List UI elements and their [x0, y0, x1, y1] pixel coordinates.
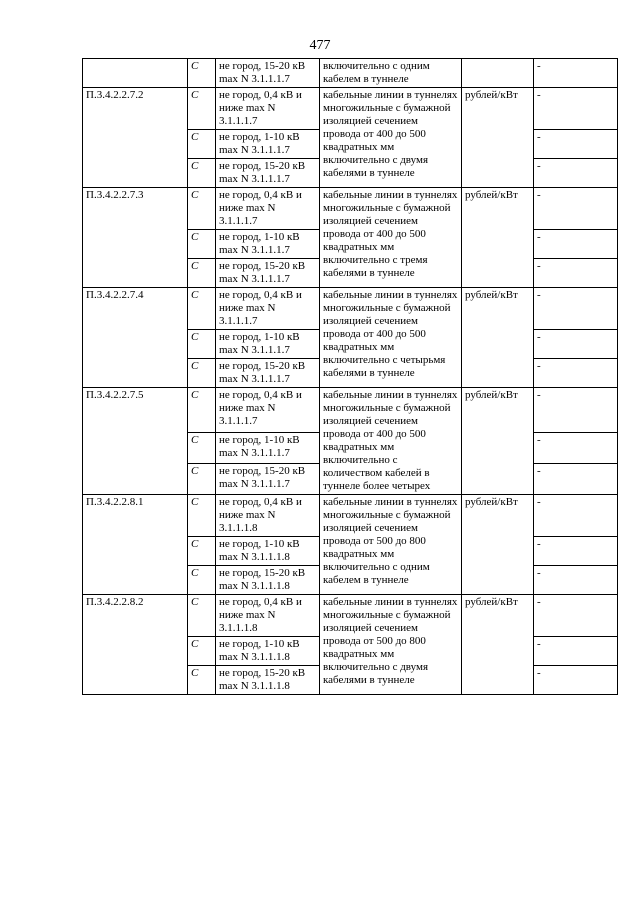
mark-cell: С — [188, 130, 216, 159]
unit-cell: рублей/кВт — [462, 288, 534, 388]
value-cell: - — [534, 566, 618, 595]
code-cell: П.3.4.2.2.7.4 — [83, 288, 188, 388]
tariff-table — [82, 58, 618, 695]
mark-cell: С — [188, 666, 216, 695]
code-cell: П.3.4.2.2.8.2 — [83, 595, 188, 695]
value-cell: - — [534, 495, 618, 537]
unit-cell: рублей/кВт — [462, 595, 534, 695]
value-cell: - — [534, 259, 618, 288]
mark-cell: С — [188, 59, 216, 88]
description-cell: кабельные линии в туннелях многожильные с бумажной изоляцией сечением провода от 400 до 500 квадратных мм включительно с четырьмя кабелями в туннеле — [320, 288, 462, 388]
condition-cell: не город, 15-20 кВ max N 3.1.1.1.7 — [216, 359, 320, 388]
description-cell: кабельные линии в туннелях многожильные с бумажной изоляцией сечением провода от 400 до 500 квадратных мм включительно с количеством кабелей в туннеле более четырех — [320, 388, 462, 495]
condition-cell: не город, 1-10 кВ max N 3.1.1.1.7 — [216, 432, 320, 463]
mark-cell: С — [188, 595, 216, 637]
code-cell: П.3.4.2.2.7.2 — [83, 88, 188, 188]
mark-cell: С — [188, 230, 216, 259]
value-cell: - — [534, 59, 618, 88]
condition-cell: не город, 1-10 кВ max N 3.1.1.1.7 — [216, 330, 320, 359]
code-cell: П.3.4.2.2.7.3 — [83, 188, 188, 288]
condition-cell: не город, 1-10 кВ max N 3.1.1.1.7 — [216, 130, 320, 159]
table-row — [83, 595, 618, 637]
value-cell: - — [534, 595, 618, 637]
value-cell: - — [534, 388, 618, 433]
condition-cell: не город, 0,4 кВ и ниже max N 3.1.1.1.7 — [216, 88, 320, 130]
tariff-table-body — [83, 59, 618, 695]
mark-cell: С — [188, 495, 216, 537]
table-row — [83, 288, 618, 330]
mark-cell: С — [188, 288, 216, 330]
value-cell: - — [534, 432, 618, 463]
table-row — [83, 88, 618, 130]
condition-cell: не город, 15-20 кВ max N 3.1.1.1.7 — [216, 159, 320, 188]
condition-cell: не город, 1-10 кВ max N 3.1.1.1.8 — [216, 637, 320, 666]
mark-cell: С — [188, 637, 216, 666]
table-row — [83, 188, 618, 230]
code-cell: П.3.4.2.2.8.1 — [83, 495, 188, 595]
description-cell: кабельные линии в туннелях многожильные с бумажной изоляцией сечением провода от 500 до 800 квадратных мм включительно с одним кабелем в туннеле — [320, 495, 462, 595]
value-cell: - — [534, 159, 618, 188]
unit-cell: рублей/кВт — [462, 495, 534, 595]
mark-cell: С — [188, 388, 216, 433]
condition-cell: не город, 0,4 кВ и ниже max N 3.1.1.1.8 — [216, 495, 320, 537]
value-cell: - — [534, 88, 618, 130]
description-cell: кабельные линии в туннелях многожильные с бумажной изоляцией сечением провода от 400 до 500 квадратных мм включительно с тремя кабелями в туннеле — [320, 188, 462, 288]
condition-cell: не город, 15-20 кВ max N 3.1.1.1.8 — [216, 566, 320, 595]
mark-cell: С — [188, 359, 216, 388]
condition-cell: не город, 0,4 кВ и ниже max N 3.1.1.1.7 — [216, 188, 320, 230]
mark-cell: С — [188, 566, 216, 595]
value-cell: - — [534, 463, 618, 494]
unit-cell — [462, 59, 534, 88]
code-cell — [83, 59, 188, 88]
condition-cell: не город, 0,4 кВ и ниже max N 3.1.1.1.7 — [216, 388, 320, 433]
code-cell: П.3.4.2.2.7.5 — [83, 388, 188, 495]
condition-cell: не город, 0,4 кВ и ниже max N 3.1.1.1.7 — [216, 288, 320, 330]
continuation-row — [83, 59, 618, 88]
value-cell: - — [534, 330, 618, 359]
value-cell: - — [534, 537, 618, 566]
page-number: 477 — [309, 38, 331, 53]
table-row — [83, 495, 618, 537]
value-cell: - — [534, 359, 618, 388]
value-cell: - — [534, 130, 618, 159]
unit-cell: рублей/кВт — [462, 88, 534, 188]
condition-cell: не город, 15-20 кВ max N 3.1.1.1.7 — [216, 463, 320, 494]
value-cell: - — [534, 188, 618, 230]
table-row — [83, 388, 618, 433]
condition-cell: не город, 0,4 кВ и ниже max N 3.1.1.1.8 — [216, 595, 320, 637]
condition-cell: не город, 15-20 кВ max N 3.1.1.1.7 — [216, 259, 320, 288]
unit-cell: рублей/кВт — [462, 188, 534, 288]
mark-cell: С — [188, 330, 216, 359]
condition-cell: не город, 15-20 кВ max N 3.1.1.1.7 — [216, 59, 320, 88]
description-cell: кабельные линии в туннелях многожильные с бумажной изоляцией сечением провода от 400 до 500 квадратных мм включительно с двумя кабелями в туннеле — [320, 88, 462, 188]
mark-cell: С — [188, 537, 216, 566]
condition-cell: не город, 1-10 кВ max N 3.1.1.1.7 — [216, 230, 320, 259]
value-cell: - — [534, 637, 618, 666]
mark-cell: С — [188, 259, 216, 288]
mark-cell: С — [188, 463, 216, 494]
value-cell: - — [534, 666, 618, 695]
mark-cell: С — [188, 159, 216, 188]
mark-cell: С — [188, 432, 216, 463]
mark-cell: С — [188, 188, 216, 230]
description-cell: кабельные линии в туннелях многожильные с бумажной изоляцией сечением провода от 500 до 800 квадратных мм включительно с двумя кабелями в туннеле — [320, 595, 462, 695]
description-cell: включительно с одним кабелем в туннеле — [320, 59, 462, 88]
condition-cell: не город, 1-10 кВ max N 3.1.1.1.8 — [216, 537, 320, 566]
condition-cell: не город, 15-20 кВ max N 3.1.1.1.8 — [216, 666, 320, 695]
value-cell: - — [534, 230, 618, 259]
unit-cell: рублей/кВт — [462, 388, 534, 495]
mark-cell: С — [188, 88, 216, 130]
value-cell: - — [534, 288, 618, 330]
